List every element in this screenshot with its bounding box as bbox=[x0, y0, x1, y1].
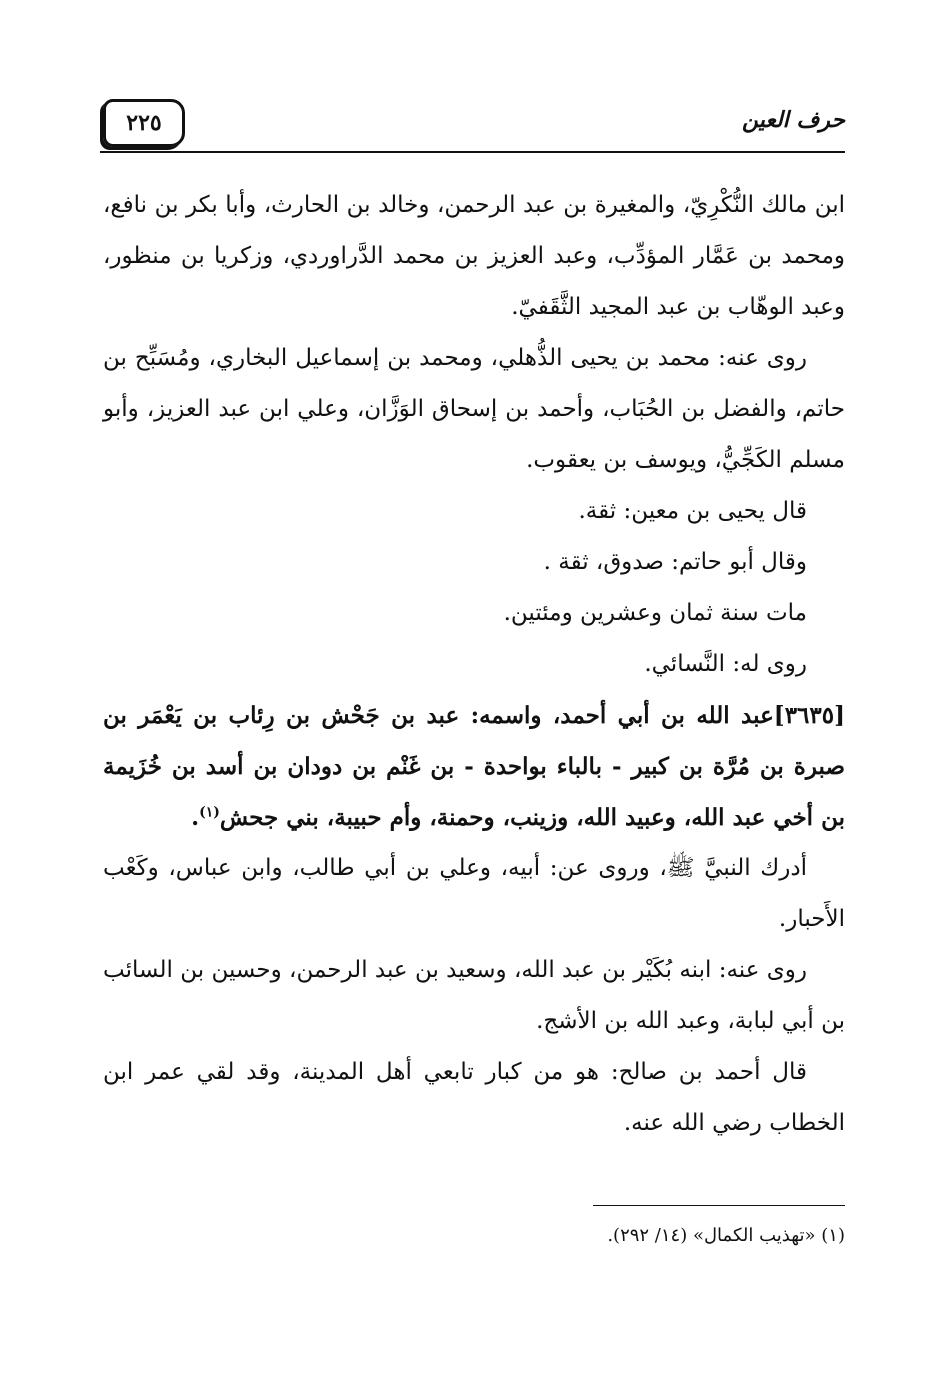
entry-end: . bbox=[191, 804, 200, 831]
paragraph: قال أحمد بن صالح: هو من كبار تابعي أهل المدينة، وقد لقي عمر ابن الخطاب رضي الله عنه. bbox=[103, 1059, 845, 1136]
entry-heading: عبد الله بن أبي أحمد، واسمه: عبد بن جَحْش بن رِئاب بن يَعْمَر بن صبرة بن مُرَّة بن كبير - بالباء بواحدة - بن غَنْم بن دودان بن أسد بن خُزَيمة بن أخي عبد الله، وعبيد الله، وزينب، وحمنة، وأم حبيبة، بني جحش bbox=[103, 702, 845, 831]
footnote-reference[interactable]: (١) bbox=[199, 804, 220, 821]
paragraph: قال يحيى بن معين: ثقة. bbox=[578, 498, 807, 524]
paragraph: ابن مالك النُّكْرِيّ، والمغيرة بن عبد الرحمن، وخالد بن الحارث، وأبا بكر بن نافع، ومحمد بن عَمَّار المؤدِّب، وعبد العزيز بن محمد الدَّراوردي، وزكريا بن منظور، وعبد الوهّاب بن عبد المجيد الثَّقَفيّ. bbox=[103, 192, 845, 320]
running-title: حرف العين bbox=[741, 107, 845, 133]
paragraph: روى عنه: محمد بن يحيى الذُّهلي، ومحمد بن إسماعيل البخاري، ومُسَبِّح بن حاتم، والفضل بن الحُبَاب، وأحمد بن إسحاق الوَزَّان، وعلي ابن عبد العزيز، وأبو مسلم الكَجِّيُّ، ويوسف بن يعقوب. bbox=[103, 345, 845, 473]
paragraph: روى عنه: ابنه بُكَيْر بن عبد الله، وسعيد بن عبد الرحمن، وحسين بن السائب بن أبي لبابة، وعبد الله بن الأشج. bbox=[103, 957, 845, 1034]
paragraph: مات سنة ثمان وعشرين ومئتين. bbox=[503, 600, 807, 626]
biography-entry bbox=[103, 690, 845, 843]
page-number: ٢٢٥ bbox=[103, 99, 185, 147]
paragraph: وقال أبو حاتم: صدوق، ثقة . bbox=[543, 549, 807, 575]
main-text bbox=[103, 180, 845, 1149]
footnote: (١) «تهذيب الكمال» (١٤/ ٢٩٢). bbox=[607, 1225, 845, 1246]
footnote-divider bbox=[593, 1205, 845, 1206]
entry-number: [٣٦٣٥] bbox=[773, 702, 845, 729]
paragraph: أدرك النبيَّ ﷺ، وروى عن: أبيه، وعلي بن أبي طالب، وابن عباس، وكَعْب الأَحبار. bbox=[103, 855, 845, 932]
page-header bbox=[100, 95, 845, 153]
paragraph: روى له: النَّسائي. bbox=[644, 651, 807, 677]
